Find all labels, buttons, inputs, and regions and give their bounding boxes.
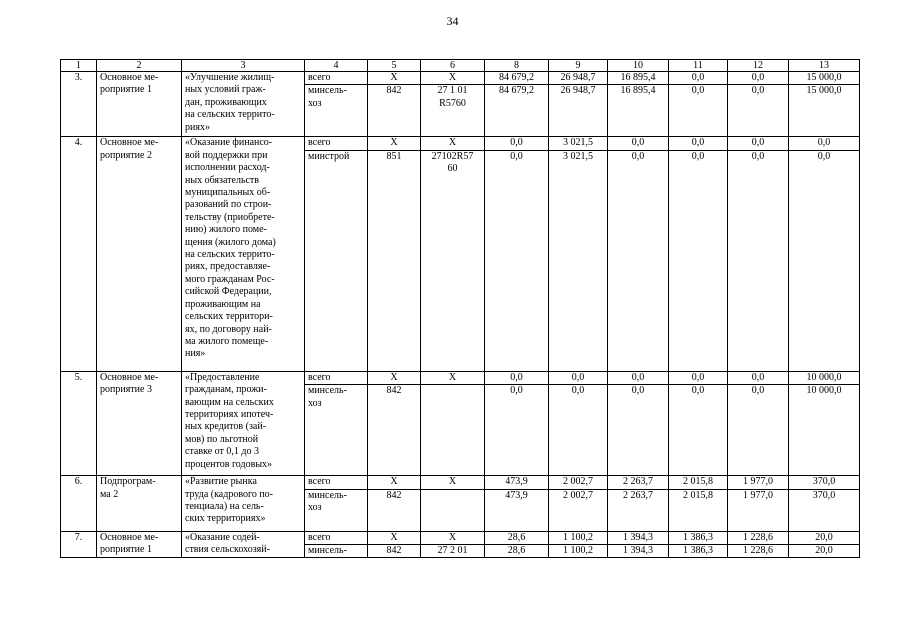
cell-col5: 842 [368,545,421,558]
value-cell: 10 000,0 [789,385,860,476]
column-header: 2 [97,60,182,72]
cell-col5: X [368,531,421,544]
cell-col6: 27 2 01 [421,545,485,558]
value-cell: 84 679,2 [485,72,549,85]
value-cell: 0,0 [728,85,789,137]
program-item-title: «Развитие рынка труда (кадрового по- тенциала) на сель- ских территориях» [182,476,305,531]
value-cell: 0,0 [728,150,789,371]
value-cell: 15 000,0 [789,85,860,137]
cell-col6: 27 1 01 R5760 [421,85,485,137]
value-cell: 1 977,0 [728,476,789,489]
program-item-name: Основное ме- роприятие 1 [97,531,182,558]
column-number-row [61,60,860,72]
column-header: 12 [728,60,789,72]
program-item-name: Основное ме- роприятие 3 [97,371,182,475]
value-cell: 1 386,3 [669,545,728,558]
value-cell: 1 394,3 [608,545,669,558]
cell-col6 [421,385,485,476]
value-cell: 0,0 [669,150,728,371]
program-item-title: «Оказание содей- ствия сельскохозяй- [182,531,305,558]
value-cell: 2 015,8 [669,476,728,489]
value-cell: 2 002,7 [549,476,608,489]
value-cell: 0,0 [789,150,860,371]
program-item-name: Основное ме- роприятие 2 [97,137,182,371]
row-number: 5. [61,371,97,475]
value-cell: 16 895,4 [608,72,669,85]
cell-col5: 842 [368,85,421,137]
value-cell: 0,0 [549,385,608,476]
value-cell: 10 000,0 [789,371,860,384]
program-item-name: Основное ме- роприятие 1 [97,72,182,137]
funding-source: минсель- хоз [305,489,368,531]
funding-source: всего [305,72,368,85]
value-cell: 1 228,6 [728,545,789,558]
value-cell: 15 000,0 [789,72,860,85]
value-cell: 1 386,3 [669,531,728,544]
cell-col6: 27102R57 60 [421,150,485,371]
value-cell: 0,0 [485,150,549,371]
column-header: 6 [421,60,485,72]
value-cell: 3 021,5 [549,150,608,371]
value-cell: 26 948,7 [549,85,608,137]
value-cell: 20,0 [789,531,860,544]
funding-source: минстрой [305,150,368,371]
value-cell: 370,0 [789,476,860,489]
funding-source: минсель- [305,545,368,558]
cell-col5: 851 [368,150,421,371]
value-cell: 0,0 [485,371,549,384]
value-cell: 0,0 [728,385,789,476]
table-row [61,476,860,489]
cell-col5: X [368,72,421,85]
row-number: 6. [61,476,97,531]
cell-col5: 842 [368,489,421,531]
value-cell: 20,0 [789,545,860,558]
table-row [61,137,860,150]
value-cell: 2 263,7 [608,489,669,531]
column-header: 9 [549,60,608,72]
funding-source: всего [305,137,368,150]
value-cell: 473,9 [485,476,549,489]
program-item-name: Подпрограм- ма 2 [97,476,182,531]
row-number: 4. [61,137,97,371]
cell-col6 [421,489,485,531]
value-cell: 0,0 [608,385,669,476]
column-header: 4 [305,60,368,72]
value-cell: 0,0 [669,371,728,384]
column-header: 1 [61,60,97,72]
table-row [61,371,860,384]
value-cell: 26 948,7 [549,72,608,85]
cell-col6: X [421,531,485,544]
program-funding-table [60,59,860,558]
value-cell: 1 977,0 [728,489,789,531]
value-cell: 0,0 [728,371,789,384]
row-number: 7. [61,531,97,558]
cell-col5: 842 [368,385,421,476]
funding-source: минсель- хоз [305,385,368,476]
page-number: 34 [446,14,459,28]
program-item-title: «Оказание финансо- вой поддержки при исполнении расход- ных обязательств муниципальных об- разований по строи- тельству (приобрете- нию) жилого поме- щения (жилого дома) на сельских террито- риях, предоставляе- мого гражданам Рос- сийской Федерации, проживающим на сельских территори- ях, по договору най- ма жилого помеще- ния» [182,137,305,371]
value-cell: 0,0 [485,385,549,476]
column-header: 10 [608,60,669,72]
value-cell: 0,0 [608,150,669,371]
value-cell: 28,6 [485,545,549,558]
table-row [61,72,860,85]
value-cell: 1 100,2 [549,531,608,544]
value-cell: 3 021,5 [549,137,608,150]
table-row [61,531,860,544]
cell-col5: X [368,371,421,384]
row-number: 3. [61,72,97,137]
column-header: 13 [789,60,860,72]
cell-col6: X [421,137,485,150]
value-cell: 2 002,7 [549,489,608,531]
value-cell: 1 394,3 [608,531,669,544]
program-item-title: «Улучшение жилищ- ных условий граж- дан, проживающих на сельских террито- риях» [182,72,305,137]
column-header: 11 [669,60,728,72]
value-cell: 2 263,7 [608,476,669,489]
column-header: 5 [368,60,421,72]
value-cell: 0,0 [789,137,860,150]
value-cell: 473,9 [485,489,549,531]
value-cell: 0,0 [669,85,728,137]
cell-col6: X [421,476,485,489]
column-header: 3 [182,60,305,72]
cell-col5: X [368,137,421,150]
table-header [61,60,860,72]
cell-col6: X [421,371,485,384]
funding-source: всего [305,476,368,489]
value-cell: 0,0 [728,137,789,150]
value-cell: 1 228,6 [728,531,789,544]
value-cell: 16 895,4 [608,85,669,137]
cell-col5: X [368,476,421,489]
value-cell: 2 015,8 [669,489,728,531]
value-cell: 370,0 [789,489,860,531]
value-cell: 1 100,2 [549,545,608,558]
value-cell: 0,0 [485,137,549,150]
value-cell: 0,0 [728,72,789,85]
value-cell: 0,0 [669,137,728,150]
value-cell: 0,0 [549,371,608,384]
program-item-title: «Предоставление гражданам, прожи- вающим на сельских территориях ипотеч- ных кредитов (зай- мов) по льготной ставке от 0,1 до 3 процентов годовых» [182,371,305,475]
value-cell: 84 679,2 [485,85,549,137]
value-cell: 0,0 [669,385,728,476]
cell-col6: X [421,72,485,85]
funding-source: всего [305,371,368,384]
value-cell: 0,0 [669,72,728,85]
value-cell: 0,0 [608,137,669,150]
value-cell: 28,6 [485,531,549,544]
funding-source: минсель- хоз [305,85,368,137]
column-header: 8 [485,60,549,72]
value-cell: 0,0 [608,371,669,384]
funding-source: всего [305,531,368,544]
